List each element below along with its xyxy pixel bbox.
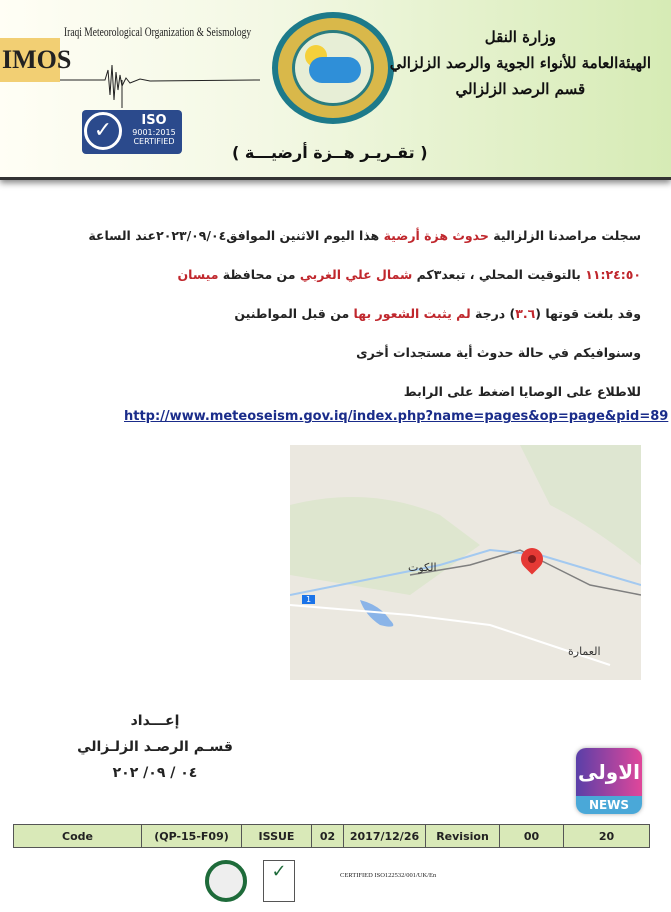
map-label-amarah: العمارة: [568, 645, 601, 658]
department-name: قسم الرصد الزلزالي: [455, 80, 586, 98]
authority-name: الهيئةالعامة للأنواء الجوية والرصد الزلزالي: [389, 54, 651, 72]
text: وقد بلغت قوتها (: [535, 306, 641, 321]
ministry-name: وزارة النقل: [484, 28, 556, 46]
cell: 00: [500, 825, 564, 848]
watermark-news: NEWS: [576, 796, 642, 814]
iso-label: ISO: [141, 113, 167, 128]
arabic-heading: [390, 24, 651, 102]
document-control-table: [13, 824, 650, 848]
ukas-crown-check-icon: ✓: [263, 860, 295, 902]
highlight: حدوث هزة أرضية: [383, 228, 489, 243]
text: هذا اليوم الاثنين الموافق٢٠٢٣/٠٩/٠٤عند الساعة: [88, 228, 384, 243]
cell: 2017/12/26: [344, 825, 426, 848]
text: ) درجة: [470, 306, 516, 321]
cell: Revision: [426, 825, 500, 848]
cell: 20: [564, 825, 650, 848]
seismogram-graphic: [60, 60, 260, 110]
recommendations-link[interactable]: http://www.meteoseism.gov.iq/index.php?name=pages&op=page&pid=89: [124, 409, 669, 424]
org-english-name: Iraqi Meteorological Organization & Seismology: [64, 25, 252, 39]
watermark-brand: الاولى: [576, 748, 642, 796]
text: بالتوقيت المحلي ، تبعد٣كم: [412, 267, 586, 282]
signature-department: قسـم الرصـد الزلـزالي: [77, 739, 233, 755]
prepared-by-label: إعـــداد: [130, 713, 180, 729]
magnitude: ٣.٦: [515, 306, 536, 321]
cell: 02: [312, 825, 344, 848]
event-time: ١١:٢٤:٥٠: [585, 267, 641, 282]
location: شمال علي الغربي: [299, 267, 413, 282]
cell: (QP-15-F09): [142, 825, 242, 848]
location-map[interactable]: [290, 445, 641, 680]
organization-seal: [272, 12, 394, 124]
certification-number: CERTIFIED ISO122532/001/UK/En: [340, 872, 437, 879]
map-label-kut: الكوت: [408, 561, 437, 574]
text: من قبل المواطنين: [234, 306, 354, 321]
news-watermark: [576, 748, 642, 814]
letterhead: [0, 0, 671, 180]
report-line-4: وسنوافيكم في حالة حدوث أية مستجدات أخرى: [356, 345, 641, 360]
iso-certified: CERTIFIED: [133, 137, 175, 146]
imos-logo: IMOS: [0, 38, 60, 82]
iso-standard: 9001:2015: [132, 128, 176, 137]
signature-date: ٠٤ / ٠٩/ ٢٠٢: [112, 765, 198, 781]
report-line-1: [81, 226, 641, 246]
checkmark-icon: ✓: [84, 112, 122, 150]
cell: ISSUE: [242, 825, 312, 848]
felt-status: لم يثبت الشعور بها: [353, 306, 471, 321]
province: ميسان: [177, 267, 219, 282]
report-line-5: للاطلاع على الوصايا اضغط على الرابط: [403, 384, 641, 399]
iso-badge: [82, 110, 182, 154]
report-line-3: [81, 304, 641, 324]
cloud-icon: [309, 57, 361, 83]
text: سجلت مراصدنا الزلزالية: [488, 228, 641, 243]
text: من محافظة: [218, 267, 300, 282]
ukas-seal-icon: [205, 860, 247, 902]
report-body: [81, 226, 641, 421]
report-title: ( تقـريـر هــزة أرضيـــة ): [232, 143, 428, 162]
cell: Code: [14, 825, 142, 848]
road-shield: 1: [302, 595, 315, 604]
report-line-2: [81, 265, 641, 285]
signature-block: [60, 708, 250, 786]
